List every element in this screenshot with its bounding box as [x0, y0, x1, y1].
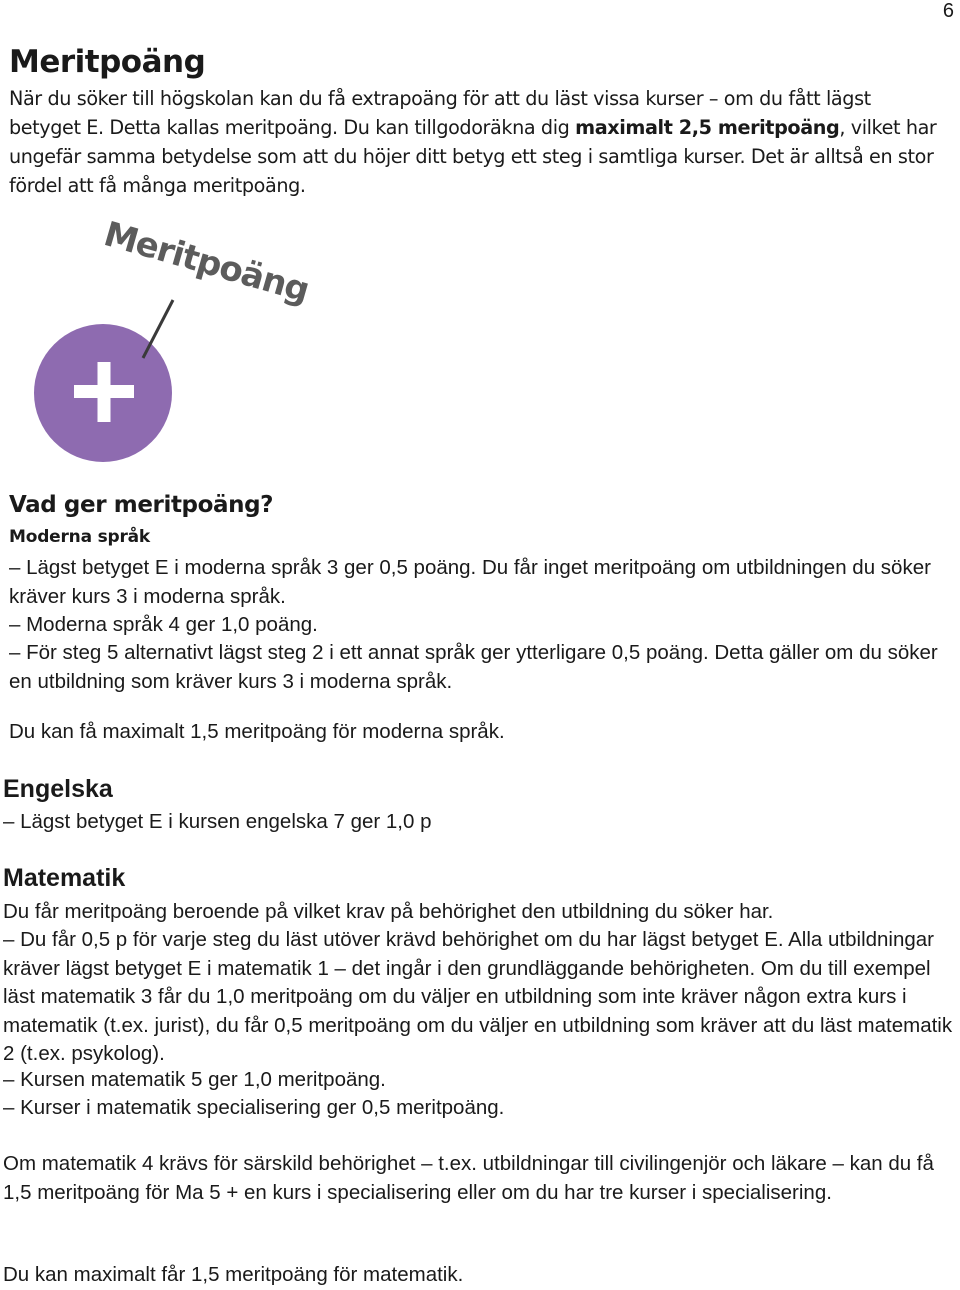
page-number: 6 — [942, 0, 954, 22]
matematik-intro: Du får meritpoäng beroende på vilket krav på behörighet den utbildning du söker har. — [3, 900, 774, 923]
moderna-line-3: – Lägst betyget E i moderna språk 3 ger 0,5 poäng. Du får inget meritpoäng om utbildningen du söker kräver kurs 3 i moderna språk. — [9, 556, 931, 608]
intro-text-2: , vilket har ungefär samma betydelse som att du höjer ditt betyg ett steg i samtliga kurser. Det är alltså en stor fördel att få många meritpoäng. — [9, 116, 937, 197]
moderna-line-5: – För steg 5 alternativt lägst steg 2 i ett annat språk ger ytterligare 0,5 poäng. Detta gäller om du söker en utbildning som kräver kurs 3 i moderna språk. — [9, 641, 938, 693]
intro-bold-max: maximalt 2,5 meritpoäng — [575, 116, 840, 139]
meritpoang-graphic — [30, 212, 314, 467]
moderna-max: Du kan få maximalt 1,5 meritpoäng för moderna språk. — [9, 720, 505, 743]
matematik-specialisering-line: – Kurser i matematik specialisering ger 0,5 meritpoäng. — [3, 1096, 505, 1119]
intro-text-1: När du söker till högskolan kan du få extrapoäng för att du läst vissa kurser – om du fått lägst betyget E. Detta kallas meritpoäng. Du kan tillgodoräkna dig — [9, 87, 871, 139]
intro-paragraph — [9, 84, 944, 200]
moderna-line-4: – Moderna språk 4 ger 1,0 poäng. — [9, 613, 318, 636]
page-title: Meritpoäng — [9, 44, 206, 80]
matematik-heading: Matematik — [3, 864, 126, 892]
matematik-max: Du kan maximalt får 1,5 meritpoäng för matematik. — [3, 1263, 464, 1286]
vad-ger-heading: Vad ger meritpoäng? — [9, 492, 274, 518]
matematik-paragraph: – Du får 0,5 p för varje steg du läst utöver krävd behörighet om du har lägst betyget E. Alla utbildningar kräver lägst betyget E i matematik 1 – det ingår i den grundläggande behörigheten. Om du till exempel läst matematik 3 får du 1,0 meritpoäng om du väljer en utbildning som inte kräver någon extra kurs i matematik (t.ex. jurist), du får 0,5 meritpoäng om du väljer en utbildning som kräver att du läst matematik 2 (t.ex. psykolog). — [3, 928, 953, 1065]
pointer-line — [143, 300, 173, 358]
meritpoang-label: Meritpoäng — [99, 214, 314, 311]
engelska-line: – Lägst betyget E i kursen engelska 7 ger 1,0 p — [3, 810, 432, 833]
moderna-sprak-heading: Moderna språk — [9, 527, 151, 547]
engelska-heading: Engelska — [3, 775, 113, 803]
meritpoang-illustration — [30, 212, 314, 467]
matematik-5-line: – Kursen matematik 5 ger 1,0 meritpoäng. — [3, 1068, 386, 1091]
matematik-4-paragraph: Om matematik 4 krävs för särskild behörighet – t.ex. utbildningar till civilingenjör och läkare – kan du få 1,5 meritpoäng för Ma 5 + en kurs i specialisering eller om du har tre kurser i specialisering. — [3, 1152, 934, 1204]
